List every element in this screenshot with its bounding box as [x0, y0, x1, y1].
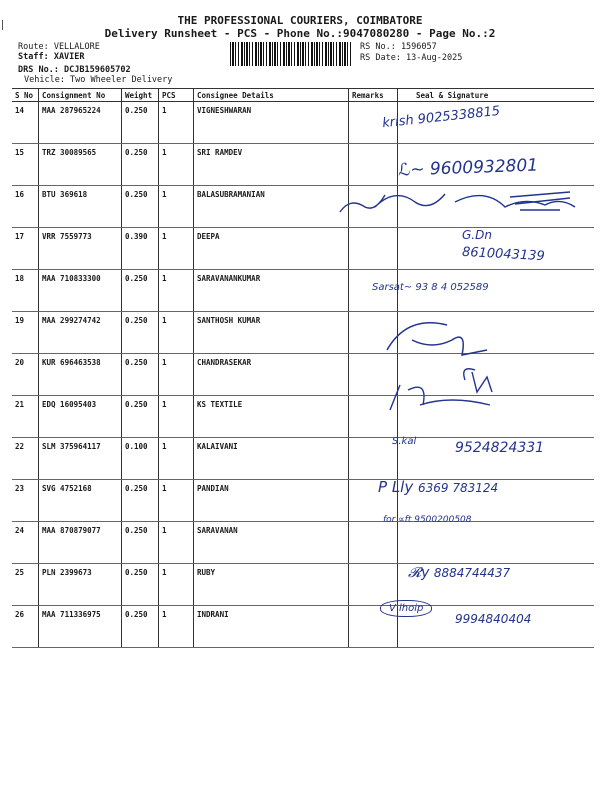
- cell-pcs: 1: [159, 186, 194, 228]
- cell-consignment: TRZ 30089565: [39, 144, 122, 186]
- signature-26: V lhoip: [380, 600, 432, 617]
- signature-17: G.Dn: [462, 228, 492, 242]
- cell-weight: 0.250: [122, 396, 159, 438]
- signature-15: ℒ~ 9600932801: [397, 155, 539, 181]
- col-details: Consignee Details: [194, 89, 349, 102]
- cell-weight: 0.250: [122, 312, 159, 354]
- runsheet-subtitle: Delivery Runsheet - PCS - Phone No.:9047080280 - Page No.:2: [104, 27, 496, 40]
- cell-consignment: EDQ 16095403: [39, 396, 122, 438]
- cell-consignment: MAA 710833300: [39, 270, 122, 312]
- signature-19-scribble: [382, 315, 522, 360]
- cell-pcs: 1: [159, 144, 194, 186]
- cell-consignee: RUBY: [194, 564, 349, 606]
- cell-weight: 0.250: [122, 102, 159, 144]
- col-remarks: Remarks: [349, 89, 398, 102]
- table-row: [12, 102, 594, 144]
- cell-consignee: KALAIVANI: [194, 438, 349, 480]
- cell-weight: 0.390: [122, 228, 159, 270]
- vehicle-label: Vehicle: Two Wheeler Delivery: [24, 75, 173, 85]
- col-sno: S No: [12, 89, 39, 102]
- cell-consignment: PLN 2399673: [39, 564, 122, 606]
- cell-seal: [398, 522, 595, 564]
- cell-consignee: SRI RAMDEV: [194, 144, 349, 186]
- cell-sno: 23: [12, 480, 39, 522]
- col-seal: Seal & Signature: [398, 89, 595, 102]
- cell-pcs: 1: [159, 438, 194, 480]
- cell-pcs: 1: [159, 396, 194, 438]
- cell-sno: 25: [12, 564, 39, 606]
- cell-consignment: VRR 7559773: [39, 228, 122, 270]
- table-row: [12, 522, 594, 564]
- signature-24: for ∝ft 9500200508: [383, 515, 472, 525]
- cell-weight: 0.100: [122, 438, 159, 480]
- cell-pcs: 1: [159, 480, 194, 522]
- staff-label: Staff: XAVIER: [18, 52, 85, 62]
- cell-sno: 26: [12, 606, 39, 648]
- cell-pcs: 1: [159, 564, 194, 606]
- cell-sno: 22: [12, 438, 39, 480]
- cell-consignment: MAA 287965224: [39, 102, 122, 144]
- cell-pcs: 1: [159, 102, 194, 144]
- cell-weight: 0.250: [122, 144, 159, 186]
- table-header-row: [12, 89, 594, 102]
- cell-consignment: MAA 299274742: [39, 312, 122, 354]
- cell-sno: 20: [12, 354, 39, 396]
- signature-16-scribble: [335, 182, 600, 227]
- cell-sno: 19: [12, 312, 39, 354]
- cell-remarks: [349, 564, 398, 606]
- cell-consignee: PANDIAN: [194, 480, 349, 522]
- cell-consignee: VIGNESHWARAN: [194, 102, 349, 144]
- cell-sno: 14: [12, 102, 39, 144]
- cell-weight: 0.250: [122, 186, 159, 228]
- col-consignment: Consignment No: [39, 89, 122, 102]
- table-row: [12, 480, 594, 522]
- cell-remarks: [349, 228, 398, 270]
- cell-sno: 21: [12, 396, 39, 438]
- cell-consignment: SVG 4752168: [39, 480, 122, 522]
- cell-pcs: 1: [159, 312, 194, 354]
- table-row: [12, 270, 594, 312]
- drs-number: DRS No.: DCJB159605702: [18, 65, 131, 75]
- cell-consignment: MAA 711336975: [39, 606, 122, 648]
- phone-26: 9994840404: [455, 612, 532, 626]
- signature-18: Sarsat~ 93 8 4 052589: [372, 282, 489, 293]
- cell-consignment: BTU 369618: [39, 186, 122, 228]
- cell-remarks: [349, 522, 398, 564]
- phone-17: 8610043139: [461, 244, 546, 265]
- cell-consignee: CHANDRASEKAR: [194, 354, 349, 396]
- signature-23: P Lly 6369 783124: [378, 478, 499, 496]
- cell-consignee: KS TEXTILE: [194, 396, 349, 438]
- cell-remarks: [349, 438, 398, 480]
- rs-number: RS No.: 1596057: [360, 42, 437, 52]
- cell-sno: 24: [12, 522, 39, 564]
- phone-22: 9524824331: [455, 440, 545, 456]
- cell-consignment: SLM 375964117: [39, 438, 122, 480]
- cell-weight: 0.250: [122, 564, 159, 606]
- cell-consignee: INDRANI: [194, 606, 349, 648]
- cell-pcs: 1: [159, 228, 194, 270]
- cell-consignment: KUR 696463538: [39, 354, 122, 396]
- cell-pcs: 1: [159, 270, 194, 312]
- company-title: THE PROFESSIONAL COURIERS, COIMBATORE: [177, 14, 423, 27]
- signature-20-21-scribble: [380, 360, 530, 420]
- cell-consignee: SARAVANANKUMAR: [194, 270, 349, 312]
- cell-consignee: SANTHOSH KUMAR: [194, 312, 349, 354]
- cell-consignee: SARAVANAN: [194, 522, 349, 564]
- signature-22: S.kal: [392, 436, 417, 447]
- signature-14: krish 9025338815: [381, 103, 501, 132]
- signature-25: 𝓡y 8884744437: [408, 565, 511, 581]
- cell-remarks: [349, 144, 398, 186]
- cell-sno: 18: [12, 270, 39, 312]
- rs-date: RS Date: 13-Aug-2025: [360, 53, 463, 63]
- cell-sno: 16: [12, 186, 39, 228]
- cell-weight: 0.250: [122, 480, 159, 522]
- cell-weight: 0.250: [122, 354, 159, 396]
- col-pcs: PCS: [159, 89, 194, 102]
- cell-pcs: 1: [159, 606, 194, 648]
- cell-pcs: 1: [159, 354, 194, 396]
- cell-sno: 15: [12, 144, 39, 186]
- cell-sno: 17: [12, 228, 39, 270]
- cell-consignment: MAA 870879077: [39, 522, 122, 564]
- cell-consignee: DEEPA: [194, 228, 349, 270]
- cell-pcs: 1: [159, 522, 194, 564]
- cell-weight: 0.250: [122, 270, 159, 312]
- barcode-image: [230, 42, 352, 66]
- cell-weight: 0.250: [122, 606, 159, 648]
- cell-weight: 0.250: [122, 522, 159, 564]
- col-weight: Weight: [122, 89, 159, 102]
- route-label: Route: VELLALORE: [18, 42, 100, 52]
- cell-consignee: BALASUBRAMANIAN: [194, 186, 349, 228]
